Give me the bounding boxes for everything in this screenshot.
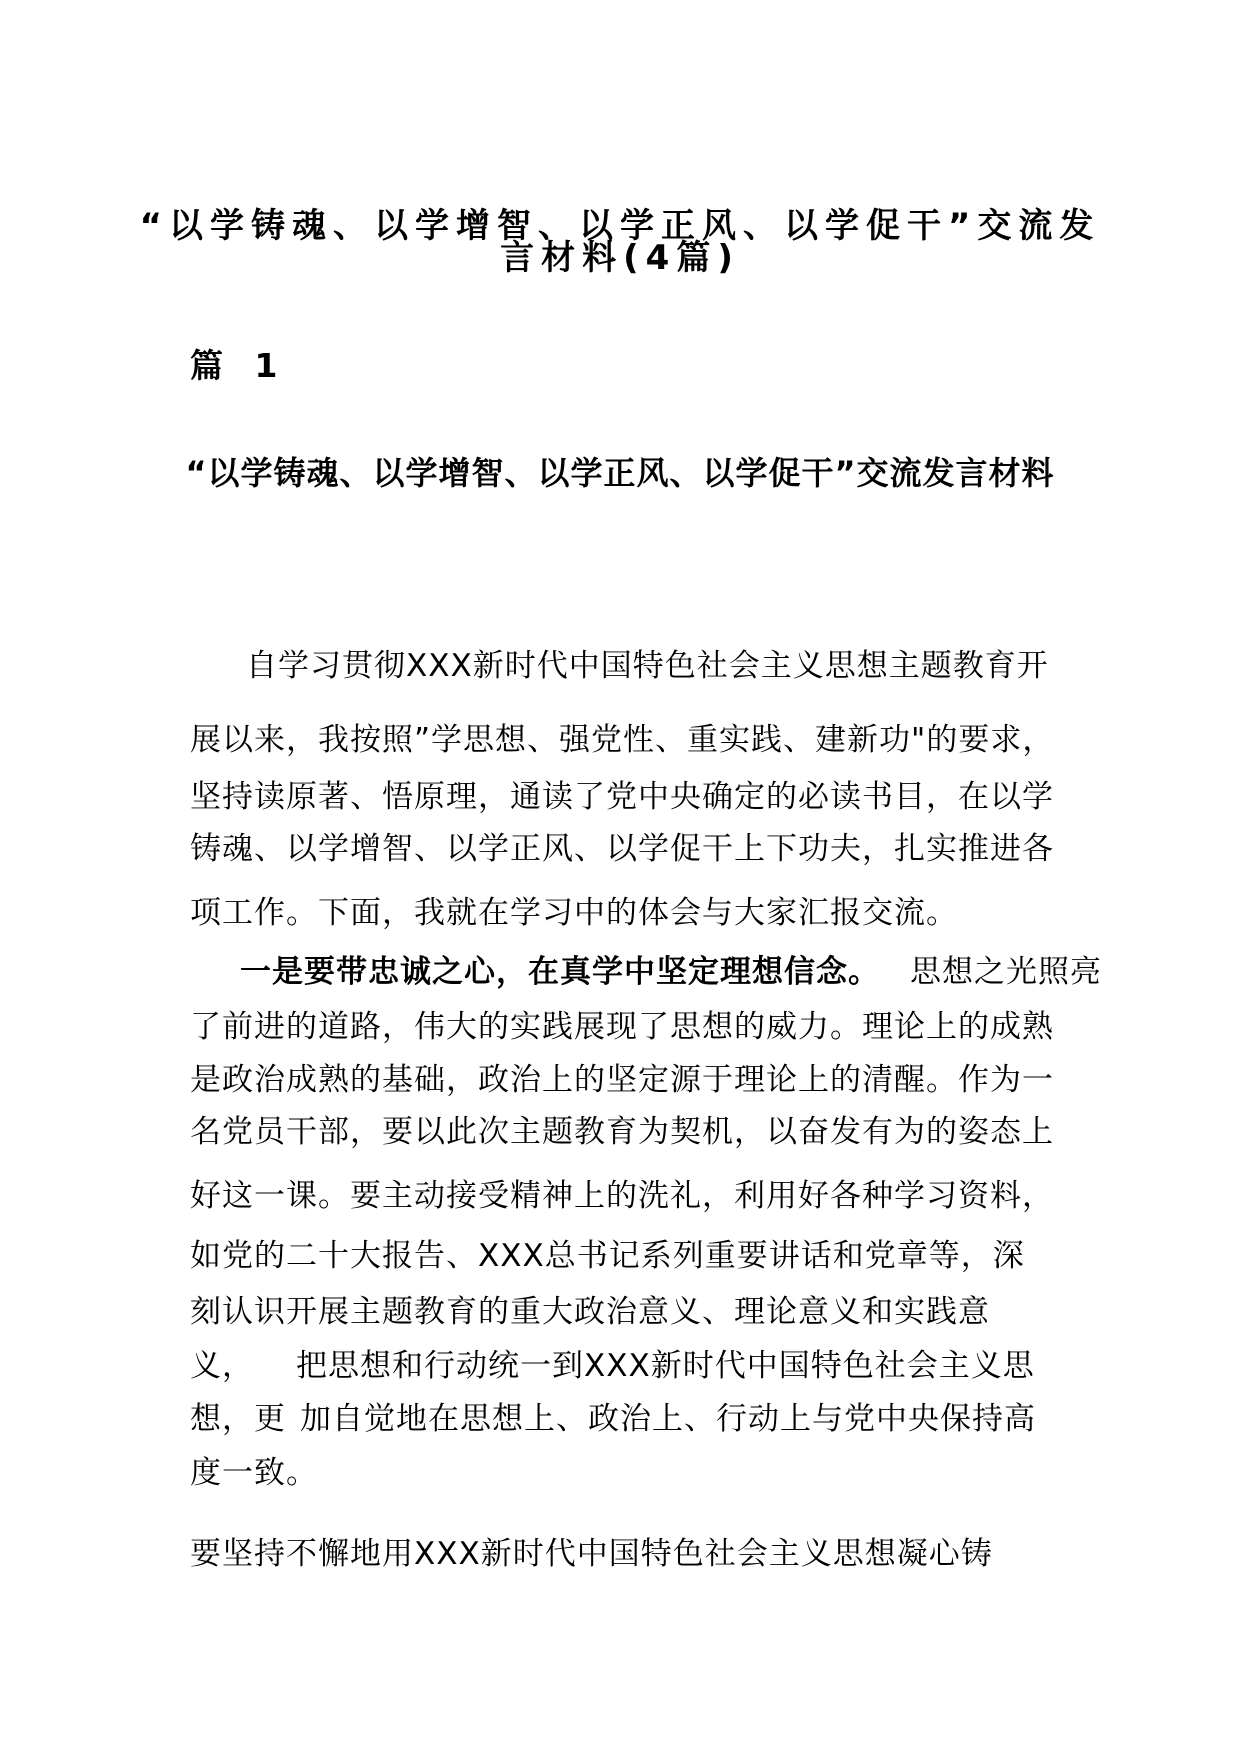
paragraph-2-line-9-start: 想，更	[190, 1401, 286, 1437]
paragraph-2-line-8-start: 义，	[190, 1348, 254, 1384]
paragraph-2-line-8	[190, 1346, 1035, 1386]
paragraph-1-line-1: 自学习贯彻XXX新时代中国特色社会主义思想主题教育开	[246, 648, 1049, 684]
paragraph-2-heading: 一是要带忠诚之心，在真学中坚定理想信念。	[240, 954, 880, 990]
paragraph-2-line-4: 名党员干部，要以此次主题教育为契机，以奋发有为的姿态上	[190, 1114, 1054, 1150]
paragraph-3-line-1: 要坚持不懈地用XXX新时代中国特色社会主义思想凝心铸	[190, 1536, 993, 1572]
paragraph-2-line-6: 如党的二十大报告、XXX总书记系列重要讲话和党章等，深	[190, 1238, 1025, 1274]
paragraph-2-line-9	[190, 1399, 1036, 1439]
paragraph-2-line-1	[240, 952, 1102, 992]
document-title-line-2: 言材料(4篇)	[500, 238, 740, 278]
paragraph-2-line-10: 度一致。	[190, 1455, 318, 1491]
paragraph-1-line-4: 铸魂、以学增智、以学正风、以学促干上下功夫，扎实推进各	[190, 831, 1054, 867]
paragraph-2-line-5: 好这一课。要主动接受精神上的洗礼，利用好各种学习资料，	[190, 1178, 1054, 1214]
paragraph-2-line-7: 刻认识开展主题教育的重大政治意义、理论意义和实践意	[190, 1294, 990, 1330]
paragraph-2-line-9-rest: 加自觉地在思想上、政治上、行动上与党中央保持高	[300, 1401, 1036, 1437]
paragraph-1-line-2: 展以来，我按照”学思想、强党性、重实践、建新功"的要求，	[190, 722, 1055, 758]
article-subtitle: “以学铸魂、以学增智、以学正风、以学促干”交流发言材料	[185, 454, 1055, 492]
paragraph-2-line-2: 了前进的道路，伟大的实践展现了思想的威力。理论上的成熟	[190, 1009, 1054, 1045]
document-title-line-1: “以学铸魂、以学增智、以学正风、以学促干”交流发	[139, 206, 1101, 246]
section-label: 篇 1	[190, 346, 288, 385]
paragraph-2-line-8-rest: 把思想和行动统一到XXX新时代中国特色社会主义思	[296, 1348, 1035, 1384]
paragraph-1-line-3: 坚持读原著、悟原理，通读了党中央确定的必读书目，在以学	[190, 779, 1054, 815]
paragraph-1-line-5: 项工作。下面，我就在学习中的体会与大家汇报交流。	[190, 895, 958, 931]
paragraph-2-line-3: 是政治成熟的基础，政治上的坚定源于理论上的清醒。作为一	[190, 1062, 1054, 1098]
paragraph-2-lead: 思想之光照亮	[910, 954, 1102, 990]
